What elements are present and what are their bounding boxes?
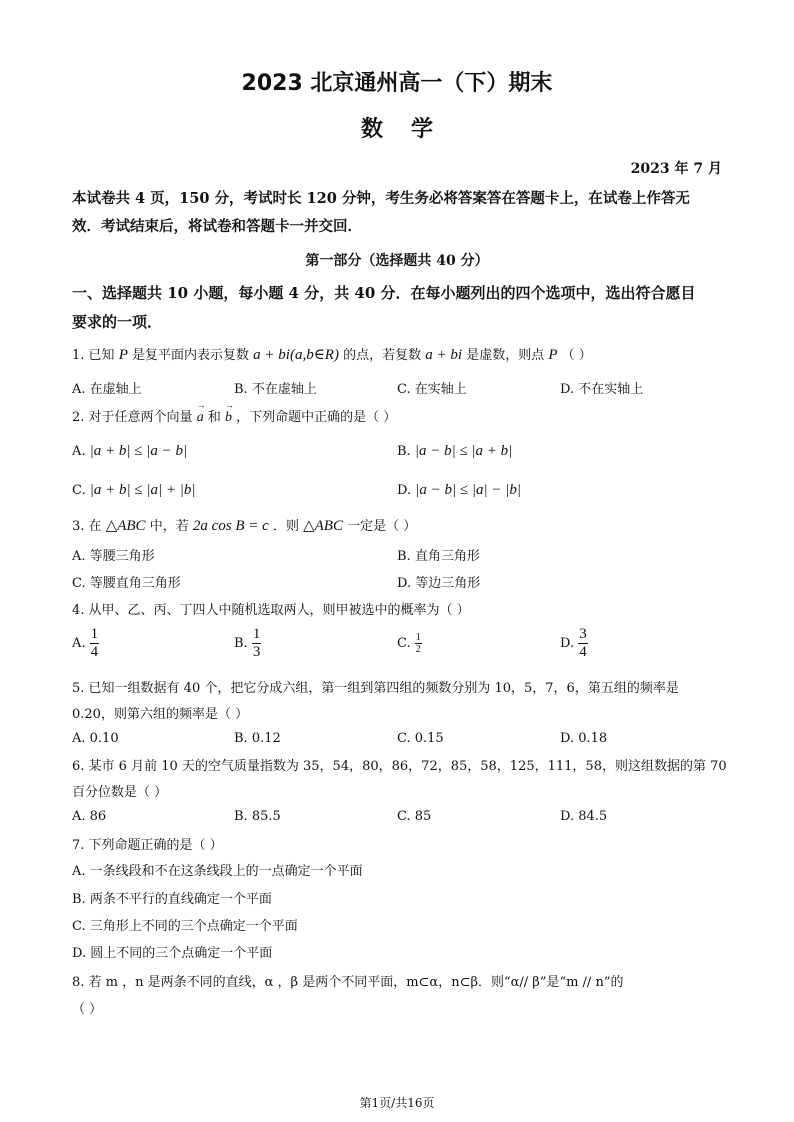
q4-option-b — [234, 626, 261, 661]
page-number: 第1页/共16页 — [359, 1096, 435, 1110]
q7-option-c: C. 三角形上不同的三个点确定一个平面 — [72, 919, 298, 934]
q1-var-p-2: P — [548, 347, 558, 363]
q4-option-a — [72, 626, 99, 661]
q1-option-a: A. 在虚轴上 — [72, 382, 142, 397]
q3-option-d: D. 等边三角形 — [397, 576, 481, 591]
q3-triangle-2: △ABC — [303, 518, 343, 534]
question-8-line-1: 8. 若 m ，n 是两条不同的直线，α ，β 是两个不同平面，m⊂α，n⊂β．则“α// β”是“m // n”的 — [72, 975, 624, 990]
intro-line-1: 本试卷共 4 页，150 分，考试时长 120 分钟，考生务必将答案答在答题卡上，在试卷上作答无 — [72, 190, 690, 207]
intro-line-2: 效．考试结束后，将试卷和答题卡一并交回． — [72, 218, 362, 235]
part1-title: 第一部分（选择题共 40 分） — [305, 253, 489, 269]
q2-c-label: C. — [72, 483, 86, 498]
q4-option-c — [397, 632, 422, 655]
q2-text-b: 和 — [207, 410, 221, 425]
q4-d-label: D. — [560, 636, 575, 651]
question-2-stem — [72, 406, 396, 426]
q4-c-fraction: $\frac{1}{2}$ — [415, 632, 421, 655]
q2-text-a: 2. 对于任意两个向量 — [72, 410, 193, 425]
q7-option-d: D. 圆上不同的三个点确定一个平面 — [72, 946, 273, 961]
q4-b-fraction: $\frac{1}{3}$ — [252, 626, 261, 660]
q5-option-b: B. 0.12 — [234, 731, 281, 746]
q3-option-c: C. 等腰直角三角形 — [72, 576, 181, 591]
vector-b: → b — [225, 410, 232, 426]
q1-text-a: 1. 已知 — [72, 348, 115, 363]
q5-option-a: A. 0.10 — [72, 731, 119, 746]
page-title: 2023 北京通州高一（下）期末 — [241, 71, 553, 96]
q1-text-d: 是虚数，则点 — [466, 348, 545, 363]
q2-a-expr: |a + b| ≤ |a − b| — [89, 443, 188, 459]
q2-b-expr: |a − b| ≤ |a + b| — [414, 443, 513, 459]
q5-option-c: C. 0.15 — [397, 731, 444, 746]
q2-option-b — [397, 443, 512, 460]
q3-text-b: 中，若 — [149, 519, 189, 534]
subject-title: 数学 — [360, 117, 461, 142]
question-8-line-2: （ ） — [72, 1002, 103, 1017]
q1-var-p: P — [118, 347, 128, 363]
q6-option-a: A. 86 — [72, 809, 107, 824]
q1-text-b: 是复平面内表示复数 — [132, 348, 250, 363]
section-heading-line-2: 要求的一项． — [72, 313, 163, 331]
q4-a-label: A. — [72, 636, 86, 651]
question-5-line-1: 5. 已知一组数据有 40 个，把它分成六组，第一组到第四组的频数分别为 10，5，7，6，第五组的频率是 — [72, 681, 679, 696]
q4-a-fraction: $\frac{1}{4}$ — [90, 626, 99, 660]
q3-text-a: 3. 在 — [72, 519, 102, 534]
q2-d-expr: |a − b| ≤ |a| − |b| — [415, 482, 521, 498]
q1-expr-1: a + bi(a,b∈R) — [253, 347, 339, 363]
q4-option-d — [560, 626, 588, 661]
q3-triangle: △ABC — [105, 518, 146, 534]
q2-option-a — [72, 443, 187, 460]
q4-d-fraction: $\frac{3}{4}$ — [579, 626, 587, 660]
q2-d-label: D. — [397, 483, 412, 498]
q2-option-d — [397, 482, 521, 499]
q1-option-b: B. 不在虚轴上 — [234, 382, 317, 397]
q2-option-c — [72, 482, 195, 499]
q3-condition: 2a cos B = c — [192, 518, 269, 534]
q6-option-c: C. 85 — [397, 809, 432, 824]
section-heading-line-1: 一、选择题共 10 小题，每小题 4 分，共 40 分．在每小题列出的四个选项中，选出符合愿目 — [72, 284, 696, 302]
question-4-stem: 4. 从甲、乙、丙、丁四人中随机选取两人，则甲被选中的概率为（ ） — [72, 603, 470, 618]
q7-option-a: A. 一条线段和不在这条线段上的一点确定一个平面 — [72, 864, 363, 879]
q3-option-b: B. 直角三角形 — [397, 549, 480, 564]
q1-text-c: 的点，若复数 — [343, 348, 422, 363]
q4-c-label: C. — [397, 636, 411, 651]
vector-a: → a — [197, 410, 204, 426]
exam-date: 2023 年 7 月 — [630, 161, 722, 177]
q2-a-label: A. — [72, 444, 86, 459]
q5-option-d: D. 0.18 — [560, 731, 608, 746]
q3-text-d: 一定是（ ） — [347, 519, 417, 534]
q3-text-c: ．则 — [272, 519, 299, 534]
q2-c-expr: |a + b| ≤ |a| + |b| — [89, 482, 196, 498]
q6-option-d: D. 84.5 — [560, 809, 608, 824]
question-1-stem — [72, 344, 592, 364]
question-7-stem: 7. 下列命题正确的是（ ） — [72, 838, 223, 853]
question-3-stem — [72, 515, 416, 535]
q1-text-e: （ ） — [561, 348, 592, 363]
q1-option-c: C. 在实轴上 — [397, 382, 467, 397]
q2-b-label: B. — [397, 444, 411, 459]
q2-text-c: ，下列命题中正确的是（ ） — [236, 410, 397, 425]
q7-option-b: B. 两条不平行的直线确定一个平面 — [72, 892, 272, 907]
q4-b-label: B. — [234, 636, 248, 651]
q6-option-b: B. 85.5 — [234, 809, 281, 824]
q1-option-d: D. 不在实轴上 — [560, 382, 644, 397]
question-5-line-2: 0.20，则第六组的频率是（ ） — [72, 707, 249, 722]
q3-option-a: A. 等腰三角形 — [72, 549, 155, 564]
question-6-line-1: 6. 某市 6 月前 10 天的空气质量指数为 35，54，80，86，72，85，58，125，111，58，则这组数据的第 70 — [72, 759, 727, 774]
question-6-line-2: 百分位数是（ ） — [72, 785, 168, 800]
q1-expr-2: a + bi — [425, 347, 463, 363]
